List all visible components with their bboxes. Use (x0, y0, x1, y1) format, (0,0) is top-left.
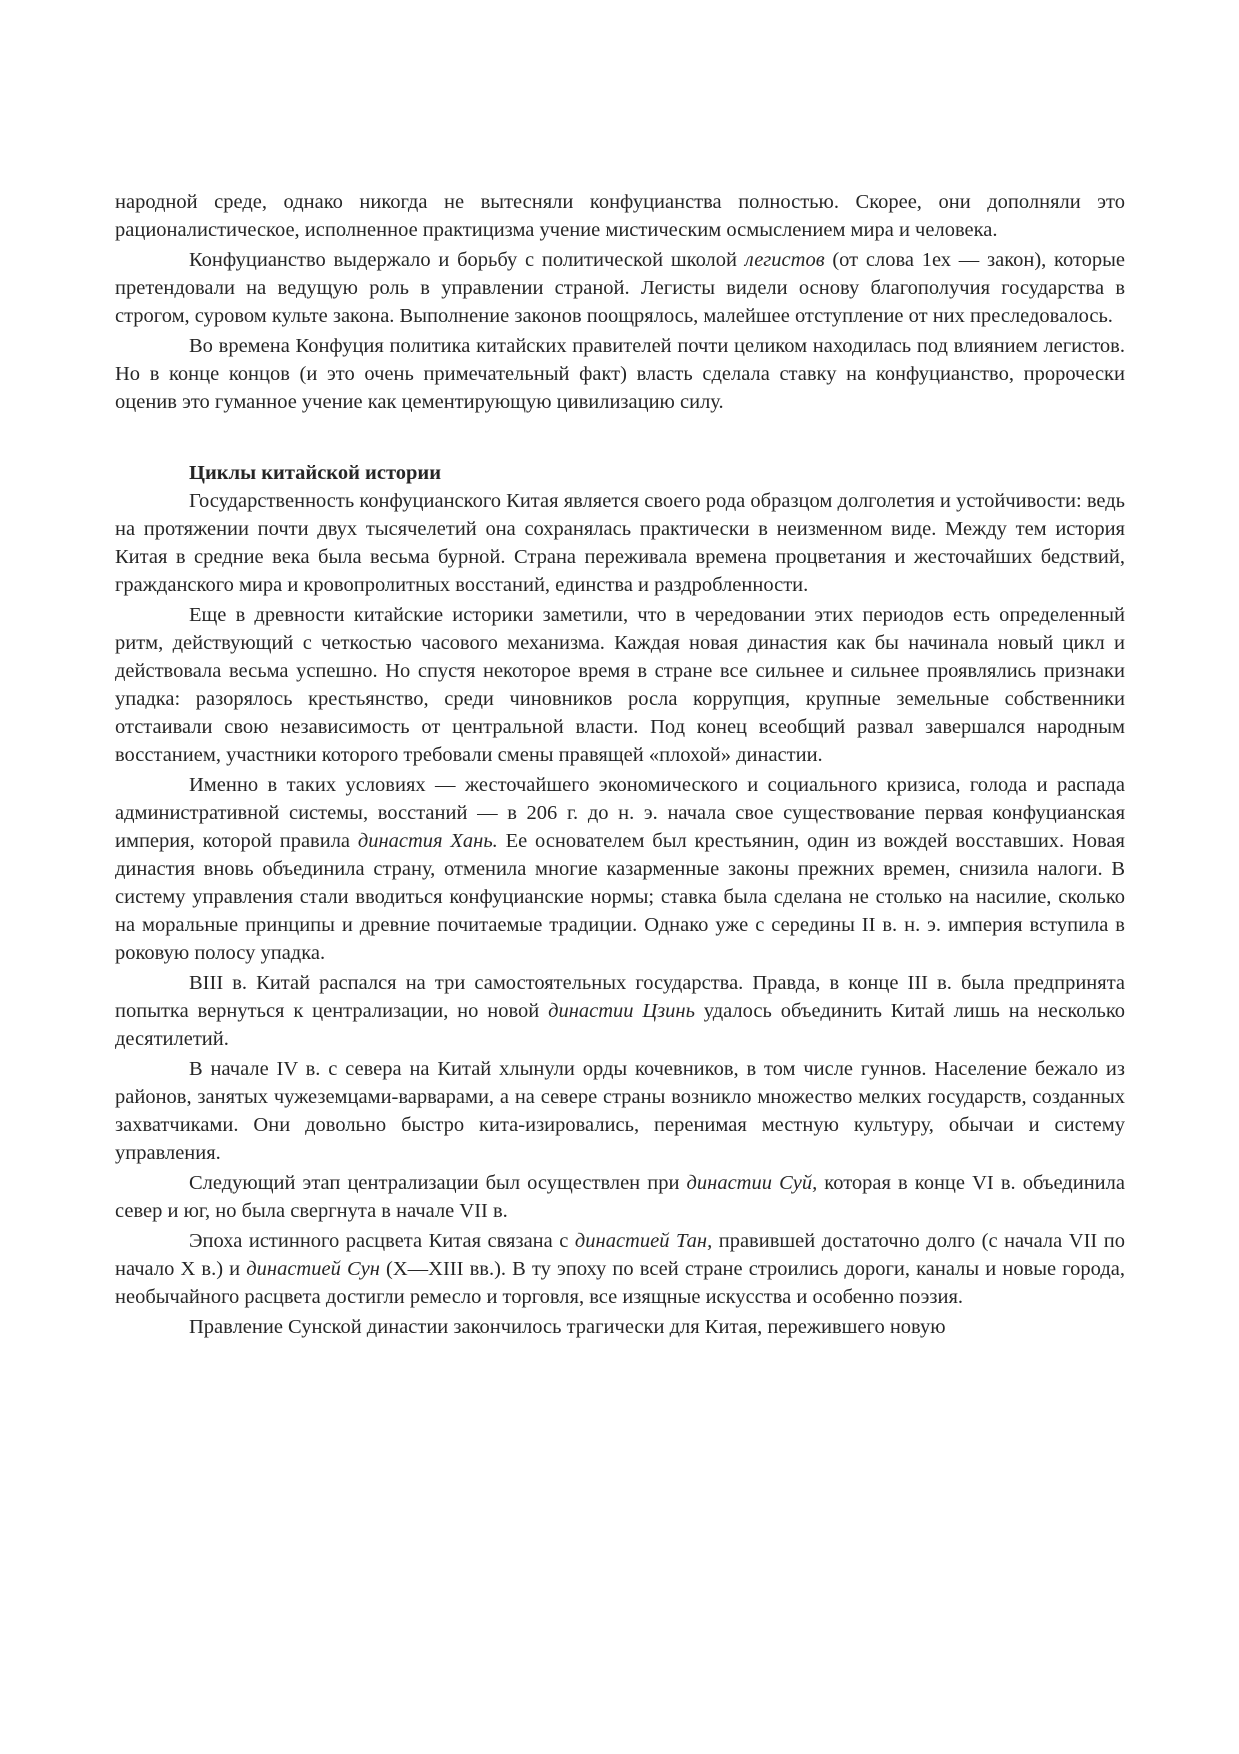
italic-term: династии Суй, (686, 1172, 818, 1194)
italic-term: династией Сун (246, 1258, 380, 1280)
text-run: Конфуцианство выдержало и борьбу с политической школой (189, 249, 745, 271)
paragraph-jin (115, 969, 1125, 1053)
italic-term: легистов (744, 249, 825, 271)
text-run: Эпоха истинного расцвета Китая связана с (189, 1230, 575, 1252)
italic-term: династии Цзинь (548, 1000, 695, 1022)
paragraph-song-end: Правление Сунской династии закончилось трагически для Китая, пережившего новую (189, 1316, 946, 1338)
text-run: Именно в таких условиях — жесточайшего экономического и социального кризиса, голода и распада административной системы, восстаний — в 206 г. до н. э. начала свое существование первая конфуцианская империя, которой правила (115, 774, 1125, 852)
italic-term: династией Тан, (574, 1230, 713, 1252)
paragraph-confucius-era: Во времена Конфуция политика китайских правителей почти целиком находилась под влиянием легистов. Но в конце концов (и это очень примечательный факт) власть сделала ставку на конфуцианство, пророчески оценив это гуманное учение как цементирующую цивилизацию силу. (115, 335, 1125, 413)
paragraph-statehood: Государственность конфуцианского Китая является своего рода образцом долголетия и устойчивости: ведь на протяжении почти двух тысячелетий она сохранялась практически в неизменном виде. Между тем история Китая в средние века была весьма бурной. Страна переживала времена процветания и жесточайших бедствий, гражданского мира и кровопролитных восстаний, единства и раздробленности. (115, 490, 1125, 596)
paragraph-tang-song (115, 1227, 1125, 1311)
text-run: которая в конце VI в. объединила север и юг, но была свергнута в начале VII в. (115, 1172, 1125, 1222)
section-heading: Циклы китайской истории (189, 462, 442, 484)
document-page (115, 188, 1125, 1343)
text-run: ВIII в. Китай распался на три самостоятельных государства. Правда, в конце III в. была предпринята попытка вернуться к централизации, но новой (115, 972, 1125, 1022)
paragraph-legists (115, 246, 1125, 330)
text-run: Ее основателем был крестьянин, один из вождей восставших. Новая династия вновь объединила страну, отменила многие казарменные законы прежних времен, снизила налоги. В систему управления стали вводиться конфуцианские нормы; ставка была сделана не столько на насилие, сколько на моральные принципы и древние почитаемые традиции. Однако уже с середины II в. н. э. империя вступила в роковую полосу упадка. (115, 830, 1125, 964)
text-run: удалось объединить Китай лишь на несколько десятилетий. (115, 1000, 1125, 1050)
italic-term: династия Хань. (357, 830, 498, 852)
paragraph-nomads: В начале IV в. с севера на Китай хлынули орды кочевников, в том числе гуннов. Население бежало из районов, занятых чужеземцами-варварами, а на севере страны возникло множество мелких государств, созданных захватчиками. Они довольно быстро кита-изировались, перенимая местную культуру, обычаи и систему управления. (115, 1058, 1125, 1164)
text-run: (от слова 1ех — закон), которые претендовали на ведущую роль в управлении страной. Легисты видели основу благополучия государства в строгом, суровом культе закона. Выполнение законов поощрялось, малейшее отступление от них преследовалось. (115, 249, 1126, 327)
paragraph-rhythm: Еще в древности китайские историки заметили, что в чередовании этих периодов есть определенный ритм, действующий с четкостью часового механизма. Каждая новая династия как бы начинала новый цикл и действовала весьма успешно. Но спустя некоторое время в стране все сильнее и сильнее проявлялись признаки упадка: разорялось крестьянство, среди чиновников росла коррупция, крупные земельные собственники отстаивали свою независимость от центральной власти. Под конец всеобщий развал завершался народным восстанием, участники которого требовали смены правящей «плохой» династии. (115, 604, 1125, 766)
text-run: Следующий этап централизации был осуществлен при (189, 1172, 687, 1194)
paragraph-sui (115, 1169, 1125, 1225)
paragraph-continuation: народной среде, однако никогда не вытесняли конфуцианства полностью. Скорее, они дополняли это рационалистическое, исполненное практицизма учение мистическим осмыслением мира и человека. (115, 191, 1125, 241)
text-run: правившей достаточно долго (с начала VII по начало X в.) и (115, 1230, 1125, 1280)
paragraph-han (115, 771, 1125, 967)
text-run: (X—XIII вв.). В ту эпоху по всей стране строились дороги, каналы и новые города, необычайного расцвета достигли ремесло и торговля, все изящные искусства и особенно поэзия. (115, 1258, 1126, 1308)
